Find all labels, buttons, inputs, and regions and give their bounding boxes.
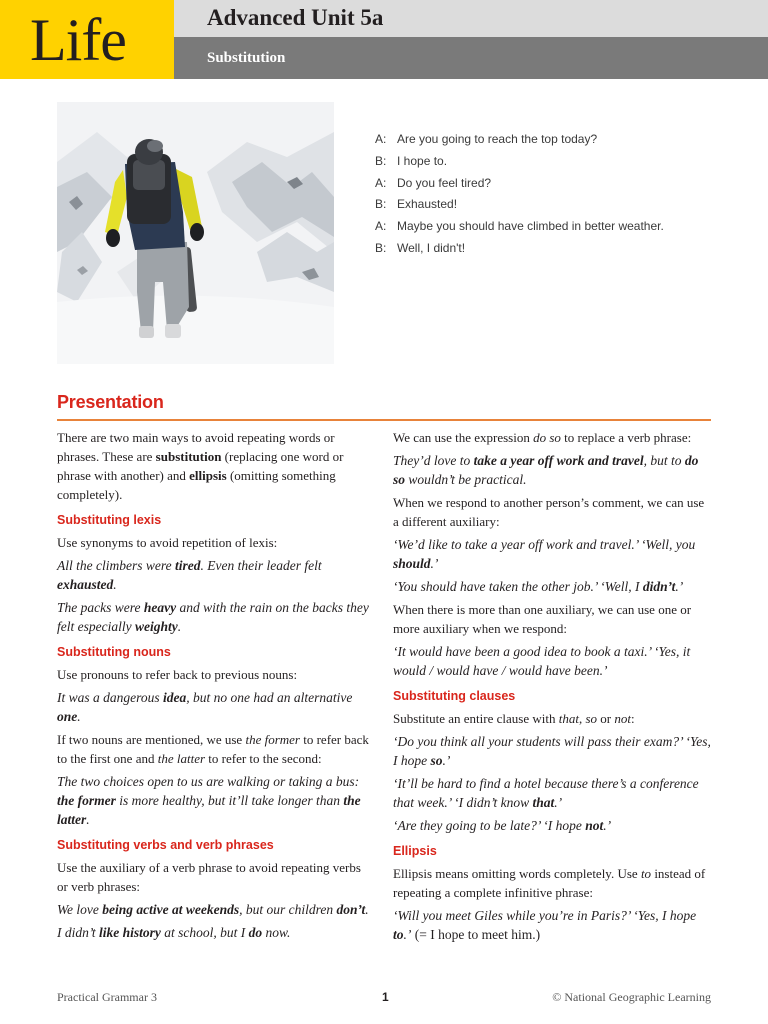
bold-phrase: substitution: [155, 449, 222, 464]
text-run: ‘It’ll be hard to find a hotel because there’s a conference that week.’ ‘I didn’t know: [393, 776, 699, 810]
speaker-label: B:: [375, 153, 387, 168]
text-run: .’: [675, 579, 684, 594]
example-sentence: [393, 642, 713, 680]
text-run: .: [113, 577, 117, 592]
footer-book-title: Practical Grammar 3: [57, 990, 157, 1004]
text-run: instead of repeating a complete infinitive phrase:: [393, 866, 706, 900]
lexis-text: Use synonyms to avoid repetition of lexis:: [57, 535, 278, 550]
italic-phrase: the latter: [157, 751, 206, 766]
text-run: Substitute an entire clause with: [393, 711, 559, 726]
text-run: .: [86, 812, 90, 827]
text-run: to refer to the second:: [205, 751, 322, 766]
auxiliary-text-2: When there is more than one auxiliary, we can use one or more auxiliary when we respond:: [393, 602, 692, 636]
example-sentence: [393, 816, 713, 835]
lexis-heading: Substituting lexis: [57, 513, 162, 527]
example-sentence: [57, 900, 369, 919]
italic-phrase: not: [614, 711, 631, 726]
dialogue-text: Are you going to reach the top today?: [397, 132, 598, 146]
italic-phrase: do so: [533, 430, 561, 445]
dialogue-text: Well, I didn't!: [397, 240, 466, 255]
italic-phrase: so: [585, 711, 598, 726]
speaker-label: A:: [375, 175, 387, 190]
text-run: , but our children: [239, 902, 337, 917]
text-run: (omitting something completely).: [57, 468, 336, 502]
bold-phrase: the former: [57, 793, 116, 808]
presentation-heading: Presentation: [57, 392, 164, 412]
speaker-label: B:: [375, 240, 387, 255]
speaker-label: A:: [375, 132, 387, 146]
text-run: We can use the expression: [393, 430, 534, 445]
text-run: ‘Do you think all your students will pass their exam?’ ‘Yes, I hope: [393, 734, 711, 768]
text-run: .: [177, 619, 182, 634]
text-run: :: [630, 711, 635, 726]
climber-in-snow-image: [57, 102, 334, 364]
text-run: . Even their leader felt: [200, 558, 322, 573]
bold-phrase: not: [585, 818, 604, 833]
text-run: , but to: [643, 453, 685, 468]
example-sentence: [393, 906, 713, 944]
dialogue: [375, 129, 715, 260]
text-run: .’: [430, 556, 439, 571]
logo-banner: [0, 0, 174, 79]
verbs-heading: Substituting verbs and verb phrases: [57, 838, 274, 852]
text-run: .’: [603, 818, 612, 833]
bold-phrase: so: [430, 753, 443, 768]
text-run: If two nouns are mentioned, we use: [57, 732, 246, 747]
clauses-text: [393, 709, 713, 728]
text-run: They’d love to: [393, 453, 474, 468]
text-run: wouldn’t be practical.: [405, 472, 527, 487]
text-run: (= I hope to meet him.): [411, 927, 541, 942]
bold-phrase: heavy: [143, 600, 177, 615]
climber-photo: [57, 102, 334, 364]
example-sentence: [393, 774, 713, 812]
dialogue-text: Do you feel tired?: [397, 175, 492, 190]
text-run: ‘Are they going to be late?’ ‘I hope: [393, 818, 586, 833]
text-run: at school, but I: [160, 925, 249, 940]
text-run: (replacing one word or phrase with another) and: [57, 449, 344, 483]
dialogue-text: I hope to.: [397, 153, 448, 168]
example-sentence: [57, 772, 369, 829]
italic-phrase: the former: [245, 732, 300, 747]
text-run: All the climbers were: [57, 558, 175, 573]
nouns-text-2: [57, 730, 369, 768]
ellipsis-text: [393, 864, 713, 902]
header-subtitle-bar: [174, 37, 768, 79]
bold-phrase: that: [532, 795, 555, 810]
text-run: The packs were: [57, 600, 144, 615]
text-run: There are two main ways to avoid repeating words or phrases. These are: [57, 430, 335, 464]
example-sentence: [393, 732, 713, 770]
dialogue-line: [375, 173, 715, 195]
bold-phrase: one: [57, 709, 78, 724]
bold-phrase: like history: [99, 925, 161, 940]
text-run: ‘Will you meet Giles while you’re in Paris?’ ‘Yes, I hope: [393, 908, 697, 923]
clauses-heading: Substituting clauses: [393, 689, 516, 703]
text-run: .: [77, 709, 81, 724]
bold-phrase: didn’t: [642, 579, 676, 594]
text-run: ,: [578, 711, 586, 726]
nouns-heading: Substituting nouns: [57, 645, 171, 659]
text-run: .: [365, 902, 369, 917]
dialogue-text: Maybe you should have climbed in better weather.: [397, 219, 664, 234]
dialogue-line: [375, 238, 715, 260]
bold-phrase: take a year off work and travel: [473, 453, 644, 468]
text-run: and with the rain on the backs they felt especially: [57, 600, 369, 634]
example-sentence: [57, 923, 369, 942]
text-run: to refer back to the first one and: [57, 732, 369, 766]
nouns-text: Use pronouns to refer back to previous nouns:: [57, 667, 298, 682]
footer-copyright: © National Geographic Learning: [552, 990, 711, 1004]
bold-phrase: ellipsis: [189, 468, 227, 483]
text-run: or: [597, 711, 615, 726]
life-logo: Life: [30, 7, 126, 73]
dialogue-line: [375, 129, 715, 151]
unit-subtitle: Substitution: [207, 50, 286, 66]
speaker-label: A:: [375, 219, 387, 234]
dialogue-text: Exhausted!: [397, 197, 458, 212]
section-divider: [57, 419, 711, 421]
text-run: We love: [57, 902, 103, 917]
bold-phrase: being active at weekends: [102, 902, 240, 917]
text-run: ‘You should have taken the other job.’ ‘Well, I: [393, 579, 643, 594]
text-run: ‘It would have been a good idea to book a taxi.’ ‘Yes, it would / would have / would have been.’: [393, 644, 691, 678]
bold-phrase: exhausted: [57, 577, 114, 592]
bold-phrase: don’t: [336, 902, 366, 917]
page-number: 1: [382, 990, 389, 1004]
example-sentence: [393, 577, 713, 596]
unit-title: Advanced Unit 5a: [207, 5, 384, 30]
verbs-text: Use the auxiliary of a verb phrase to avoid repeating verbs or verb phrases:: [57, 860, 361, 894]
italic-phrase: that: [558, 711, 579, 726]
bold-phrase: idea: [163, 690, 187, 705]
dialogue-line: [375, 151, 715, 173]
italic-phrase: to: [640, 866, 652, 881]
example-sentence: [57, 598, 369, 636]
header-title-bar: [174, 0, 768, 37]
bold-phrase: to: [393, 927, 404, 942]
text-run: is more healthy, but it’ll take longer than: [115, 793, 344, 808]
text-run: to replace a verb phrase:: [560, 430, 692, 445]
example-sentence: [57, 688, 369, 726]
example-sentence: [57, 556, 369, 594]
bold-phrase: tired: [174, 558, 201, 573]
text-run: The two choices open to us are walking or taking a bus:: [57, 774, 360, 789]
dialogue-line: [375, 194, 715, 216]
text-run: .’: [403, 927, 412, 942]
bold-phrase: the latter: [57, 793, 361, 827]
bold-phrase: weighty: [134, 619, 178, 634]
text-run: I didn’t: [57, 925, 99, 940]
text-run: now.: [262, 925, 291, 940]
do-so-text: [393, 428, 713, 447]
bold-phrase: do so: [393, 453, 699, 487]
text-run: .’: [442, 753, 451, 768]
text-run: Ellipsis means omitting words completely. Use: [393, 866, 641, 881]
text-run: , but no one had an alternative: [186, 690, 353, 705]
auxiliary-text: When we respond to another person’s comment, we can use a different auxiliary:: [393, 495, 705, 529]
text-run: It was a dangerous: [57, 690, 164, 705]
text-run: ‘We’d like to take a year off work and travel.’ ‘Well, you: [393, 537, 696, 552]
dialogue-line: [375, 216, 715, 238]
bold-phrase: should: [393, 556, 431, 571]
example-sentence: [393, 535, 713, 573]
intro-paragraph: [57, 428, 369, 504]
ellipsis-heading: Ellipsis: [393, 844, 437, 858]
left-column: [57, 428, 369, 946]
example-sentence: [393, 451, 713, 489]
speaker-label: B:: [375, 197, 387, 212]
right-column: [393, 428, 713, 948]
text-run: .’: [554, 795, 563, 810]
bold-phrase: do: [248, 925, 263, 940]
